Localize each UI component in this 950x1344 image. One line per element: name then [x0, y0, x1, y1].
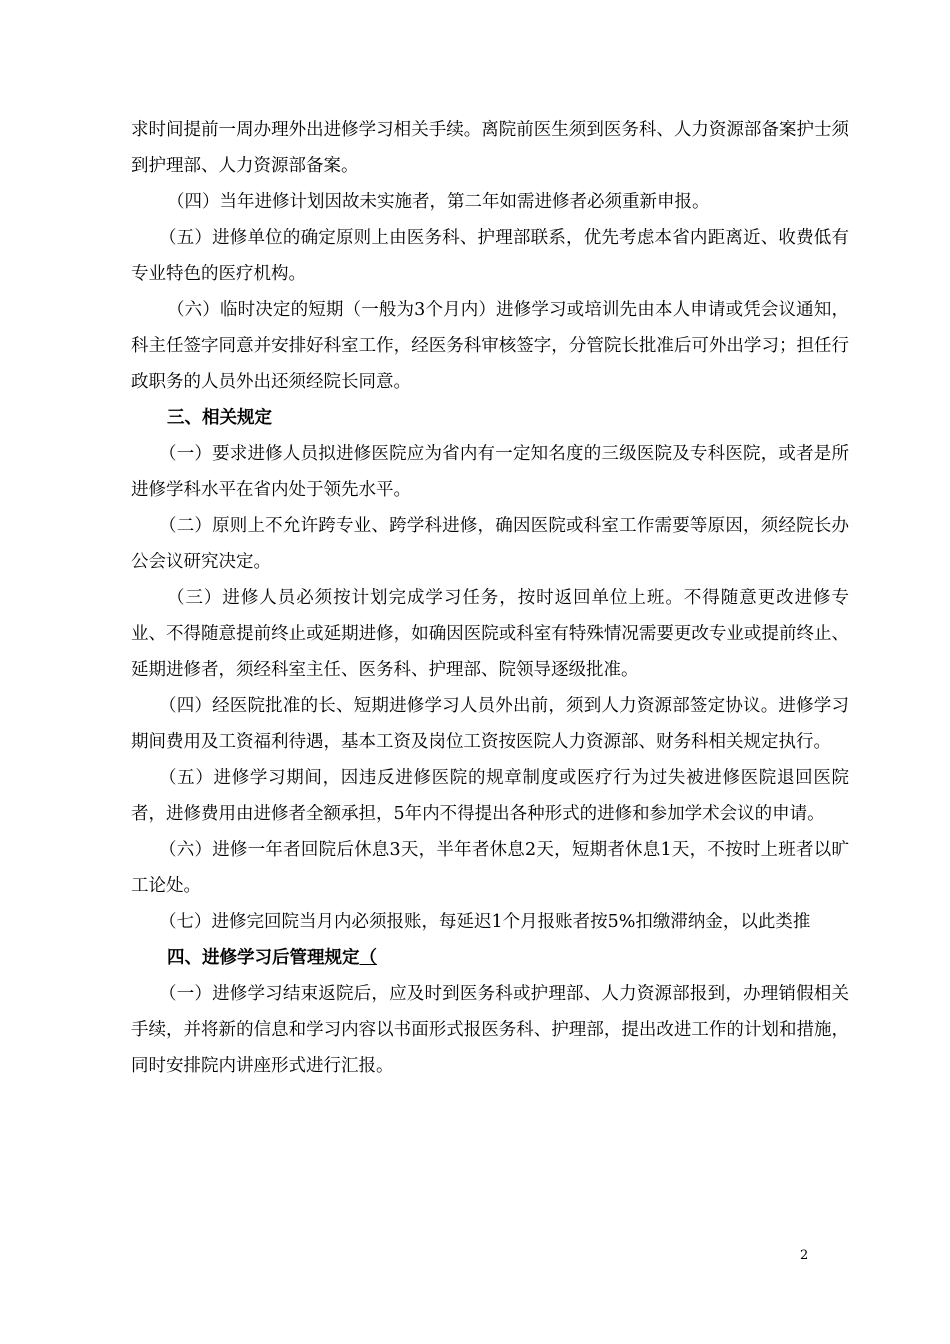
paragraph: （六）临时决定的短期（一般为3个月内）进修学习或培训先由本人申请或凭会议通知，科主任签字同意并安排好科室工作，经医务科审核签字，分管院长批准后可外出学习；担任行政职务的人员外出还须经院长同意。	[131, 300, 849, 392]
page-number: 2	[800, 1248, 809, 1263]
section-heading-4	[131, 940, 849, 976]
paragraph: （一）进修学习结束返院后，应及时到医务科或护理部、人力资源部报到，办理销假相关手续，并将新的信息和学习内容以书面形式报医务科、护理部，提出改进工作的计划和措施，同时安排院内讲座形式进行汇报。	[131, 984, 849, 1076]
section-heading-4-tail: （	[359, 948, 377, 968]
paragraph: （五）进修单位的确定原则上由医务科、护理部联系，优先考虑本省内距离近、收费低有专业特色的医疗机构。	[131, 228, 849, 284]
paragraph: （四）经医院批准的长、短期进修学习人员外出前，须到人力资源部签定协议。进修学习期间费用及工资福利待遇，基本工资及岗位工资按医院人力资源部、财务科相关规定执行。	[131, 696, 849, 752]
paragraph: （六）进修一年者回院后休息3天，半年者休息2天，短期者休息1天，不按时上班者以旷工论处。	[131, 840, 849, 896]
paragraph: （四）当年进修计划因故未实施者，第二年如需进修者必须重新申报。	[167, 192, 710, 212]
section-heading-3: 三、相关规定	[167, 408, 272, 428]
paragraph: （一）要求进修人员拟进修医院应为省内有一定知名度的三级医院及专科医院，或者是所进修学科水平在省内处于领先水平。	[131, 444, 849, 500]
document-body	[131, 112, 849, 1084]
paragraph: （二）原则上不允许跨专业、跨学科进修，确因医院或科室工作需要等原因，须经院长办公会议研究决定。	[131, 516, 849, 572]
paragraph: （七）进修完回院当月内必须报账，每延迟1个月报账者按5%扣缴滞纳金，以此类推	[159, 912, 811, 932]
section-heading-4-text: 四、进修学习后管理规定	[167, 948, 360, 968]
paragraph: （五）进修学习期间，因违反进修医院的规章制度或医疗行为过失被进修医院退回医院者，进修费用由进修者全额承担，5年内不得提出各种形式的进修和参加学术会议的申请。	[131, 768, 849, 824]
paragraph: 求时间提前一周办理外出进修学习相关手续。离院前医生须到医务科、人力资源部备案护士须到护理部、人力资源部备案。	[131, 120, 849, 176]
paragraph: （三）进修人员必须按计划完成学习任务，按时返回单位上班。不得随意更改进修专业、不得随意提前终止或延期进修，如确因医院或科室有特殊情况需要更改专业或提前终止、延期进修者，须经科室主任、医务科、护理部、院领导逐级批准。	[131, 588, 849, 680]
